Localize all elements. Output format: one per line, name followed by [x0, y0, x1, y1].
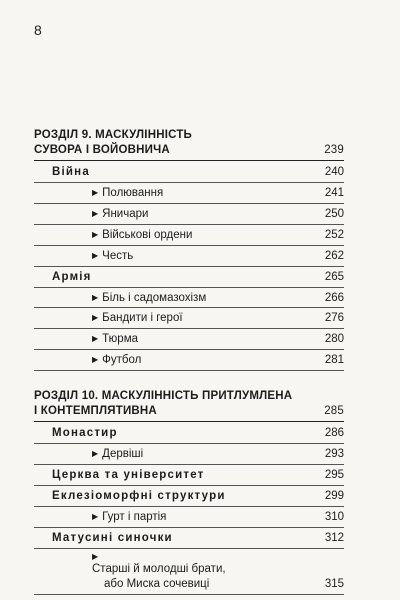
entry-page: 280	[324, 333, 344, 346]
entry-page: 241	[324, 186, 344, 199]
entry-label: Армія	[52, 270, 92, 283]
entry-label: Гурт і партія	[102, 510, 167, 523]
entry-page: 276	[324, 312, 344, 325]
entry-page: 252	[324, 228, 344, 241]
chapter-title-line1: РОЗДІЛ 10. МАСКУЛІННІСТЬ ПРИТЛУМЛЕНА	[34, 390, 293, 403]
toc-entry	[34, 204, 344, 225]
triangle-bullet-icon: ▶	[92, 551, 99, 561]
toc-entry	[34, 308, 344, 329]
entry-label: Війна	[52, 165, 90, 178]
chapter-rule	[34, 160, 344, 161]
toc-entry	[34, 267, 344, 288]
triangle-bullet-icon: ▶	[92, 334, 99, 344]
toc-entry	[34, 246, 344, 267]
entry-page: 266	[324, 291, 344, 304]
toc-entry	[34, 350, 344, 371]
entry-label: Дервіші	[102, 448, 144, 461]
entry-label: Військові ордени	[102, 228, 193, 241]
entry-page: 265	[324, 270, 344, 283]
entry-page: 315	[324, 578, 344, 591]
triangle-bullet-icon: ▶	[92, 313, 99, 323]
toc-entry	[34, 225, 344, 246]
triangle-bullet-icon: ▶	[92, 449, 99, 459]
entry-page: 281	[324, 354, 344, 367]
entry-page: 250	[324, 207, 344, 220]
entry-label: Церква та університет	[52, 469, 205, 481]
chapter-title-line2: І КОНТЕМПЛЯТИВНА	[34, 405, 157, 418]
triangle-bullet-icon: ▶	[92, 250, 99, 260]
entry-page: 295	[324, 469, 344, 481]
toc-entry	[34, 507, 344, 528]
page-number: 8	[34, 22, 42, 38]
entry-page: 286	[324, 427, 344, 440]
entry-label: Футбол	[102, 354, 142, 367]
entry-page: 312	[324, 531, 344, 544]
triangle-bullet-icon: ▶	[92, 208, 99, 218]
entry-label: Матусині синочки	[52, 531, 173, 544]
entry-label: Еклезіоморфні структури	[52, 489, 226, 502]
chapter-title-line1: РОЗДІЛ 9. МАСКУЛІННІСТЬ	[34, 129, 193, 141]
chapter-title-line2: СУВОРА І ВОЙОВНИЧА	[34, 143, 170, 156]
triangle-bullet-icon: ▶	[92, 292, 99, 302]
entry-label: Полювання	[102, 186, 164, 199]
toc-entry	[34, 288, 344, 309]
entry-label: Монастир	[52, 427, 118, 440]
entry-label: Честь	[102, 249, 134, 262]
toc-entry	[34, 486, 344, 507]
entry-label: Біль і садомазохізм	[102, 291, 207, 304]
chapter-page: 239	[324, 143, 344, 156]
entry-label: Яничари	[102, 207, 149, 220]
triangle-bullet-icon: ▶	[92, 187, 99, 197]
toc-entry	[34, 183, 344, 204]
entry-page: 262	[324, 249, 344, 262]
entry-label-continued: або Миска сочевиці	[104, 578, 210, 591]
chapter-10	[34, 389, 344, 597]
triangle-bullet-icon: ▶	[92, 511, 99, 521]
toc-entry	[34, 549, 344, 595]
chapter-page: 285	[324, 405, 344, 418]
chapter-heading	[34, 389, 344, 419]
entry-label: Старші й молодші брати,	[92, 563, 226, 576]
triangle-bullet-icon: ▶	[92, 229, 99, 239]
entry-page: 240	[324, 165, 344, 178]
triangle-bullet-icon: ▶	[92, 355, 99, 365]
chapter-heading	[34, 128, 344, 158]
entry-page: 299	[324, 489, 344, 502]
entry-page: 310	[324, 510, 344, 523]
toc-entry	[34, 528, 344, 549]
chapter-9	[34, 128, 344, 373]
toc-entry	[34, 162, 344, 183]
toc-entry	[34, 444, 344, 465]
toc-entry	[34, 465, 344, 486]
entry-label: Тюрма	[102, 333, 138, 346]
entry-page: 293	[324, 448, 344, 461]
entry-label: Бандити і герої	[102, 312, 183, 325]
chapter-rule	[34, 421, 344, 422]
toc-entry	[34, 329, 344, 350]
table-of-contents	[34, 128, 344, 597]
toc-entry	[34, 423, 344, 444]
